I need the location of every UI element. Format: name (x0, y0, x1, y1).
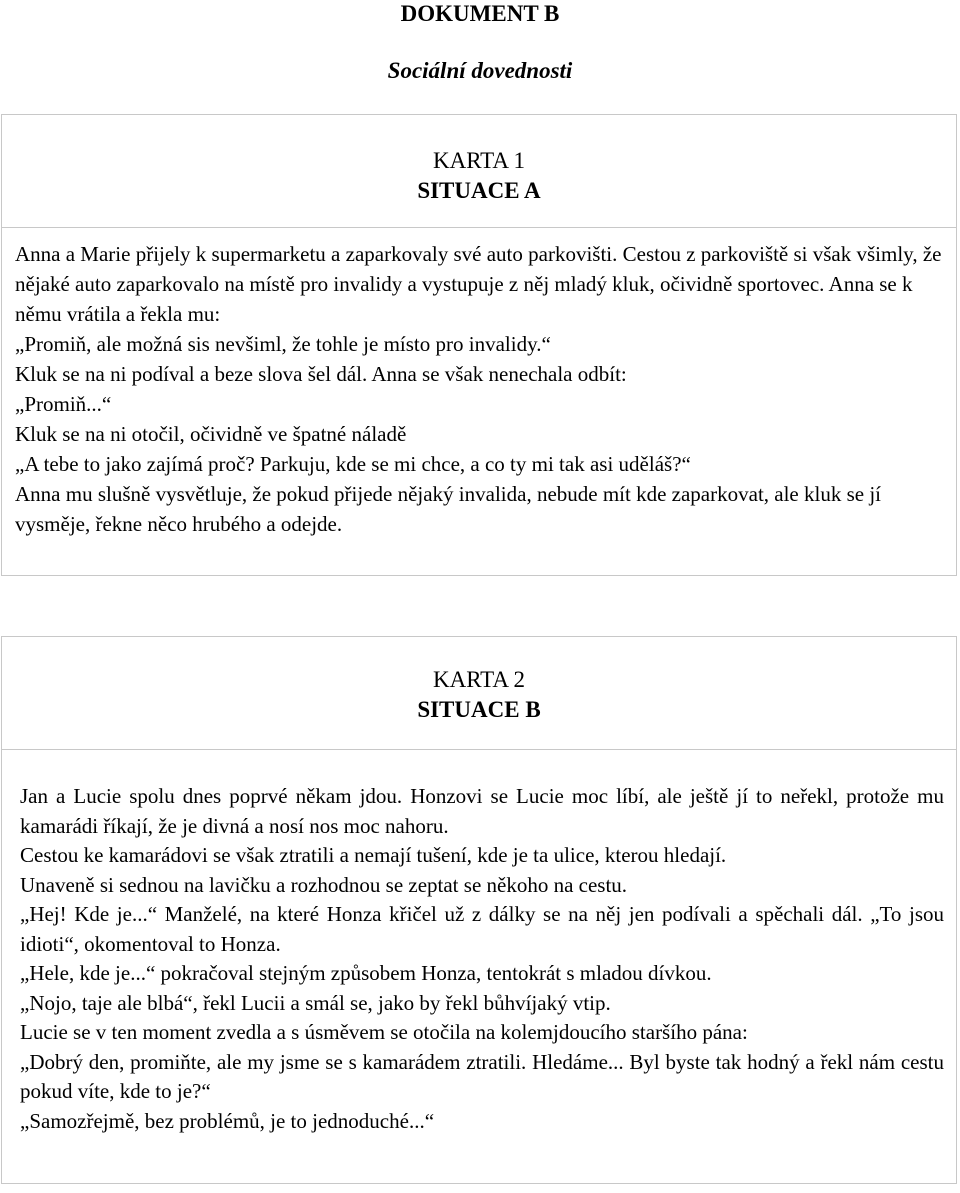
card-1-line-4: „Promiň...“ (15, 392, 112, 416)
card-2-line-9: „Samozřejmě, bez problémů, je to jednoduché...“ (20, 1108, 435, 1133)
card-2-line-2: Cestou ke kamarádovi se však ztratili a nemají tušení, kde je ta ulice, kterou hledají. (20, 843, 727, 867)
card-1-line-5: Kluk se na ni otočil, očividně ve špatné náladě (15, 422, 407, 446)
card-2-line-4: „Hej! Kde je...“ Manželé, na které Honza křičel už z dálky se na něj jen podívali a spěchali dál. „To jsou idioti“, okomentoval to Honza. (20, 902, 944, 956)
card-2-line-5: „Hele, kde je...“ pokračoval stejným způsobem Honza, tentokrát s mladou dívkou. (20, 961, 712, 985)
document-subtitle: Sociální dovednosti (387, 58, 573, 83)
card-2-situation: SITUACE B (417, 697, 541, 722)
card-1 (1, 114, 957, 576)
card-2-line-1: Jan a Lucie spolu dnes poprvé někam jdou. Honzovi se Lucie moc líbí, ale ještě jí to neřekl, protože mu kamarádi říkají, že je divná a nosí nos moc nahoru. (20, 784, 944, 838)
card-1-line-2: „Promiň, ale možná sis nevšiml, že tohle je místo pro invalidy.“ (15, 332, 551, 356)
card-1-header (2, 115, 956, 228)
card-1-line-3: Kluk se na ni podíval a beze slova šel dál. Anna se však nenechala odbít: (15, 362, 627, 386)
card-2-line-6: „Nojo, taje ale blbá“, řekl Lucii a smál se, jako by řekl bůhvíjaký vtip. (20, 990, 611, 1015)
card-2-line-3: Unaveně si sednou na lavičku a rozhodnou se zeptat se někoho na cestu. (20, 872, 628, 897)
card-2-body (2, 750, 956, 1136)
card-2-header (2, 637, 956, 750)
card-1-label: KARTA 1 (433, 148, 525, 173)
card-1-line-1: Anna a Marie přijely k supermarketu a zaparkovaly své auto parkovišti. Cestou z parkoviště si však všimly, že nějaké auto zaparkovalo na místě pro invalidy a vystupuje z něj mladý kluk, očividně sportovec. Anna se k němu vrátila a řekla mu: (15, 242, 942, 326)
card-2-line-7: Lucie se v ten moment zvedla a s úsměvem se otočila na kolemjdoucího staršího pána: (20, 1020, 748, 1044)
card-1-situation: SITUACE A (417, 178, 541, 203)
card-2-line-8: „Dobrý den, promiňte, ale my jsme se s kamarádem ztratili. Hledáme... Byl byste tak hodný a řekl nám cestu pokud víte, kde to je?“ (20, 1049, 944, 1103)
card-2-label: KARTA 2 (433, 667, 525, 692)
card-1-line-7: Anna mu slušně vysvětluje, že pokud přijede nějaký invalida, nebude mít kde zaparkovat, ale kluk se jí vysměje, řekne něco hrubého a odejde. (15, 482, 882, 536)
card-1-line-6: „A tebe to jako zajímá proč? Parkuju, kde se mi chce, a co ty mi tak asi uděláš?“ (15, 452, 691, 476)
document-title: DOKUMENT B (400, 1, 560, 26)
card-1-body (2, 228, 956, 539)
card-2 (1, 636, 957, 1184)
